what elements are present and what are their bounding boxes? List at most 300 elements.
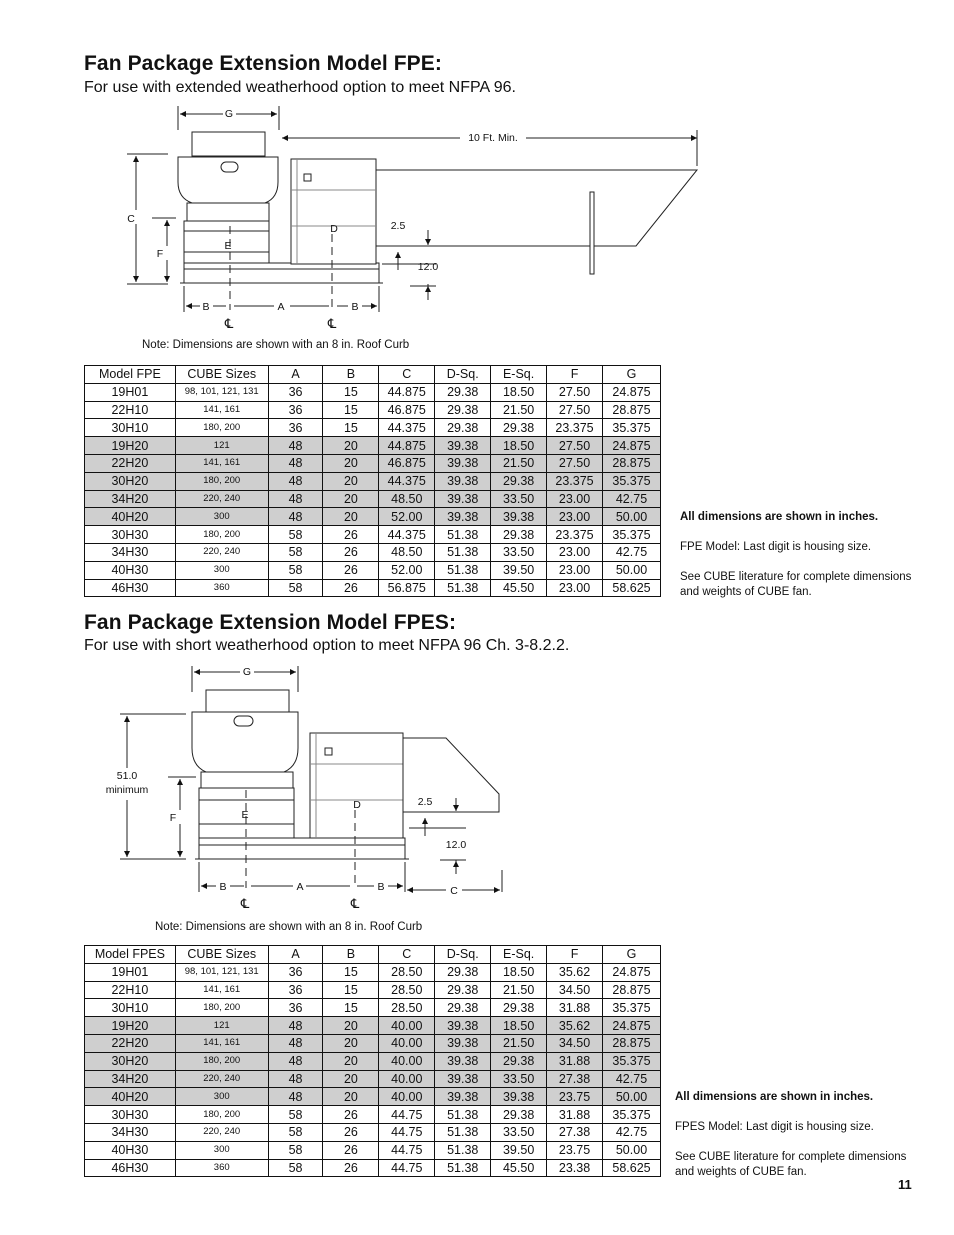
fpes-table-cell: 46H30 <box>85 1159 176 1177</box>
fpe-table-cell: 28.875 <box>603 454 661 472</box>
fpes-table-cell: 58.625 <box>603 1159 661 1177</box>
fpes-table-cell: 18.50 <box>491 1017 547 1035</box>
fpe-table-cell: 58 <box>268 543 323 561</box>
fpe-table-cell: 51.38 <box>435 543 491 561</box>
fpes-table-cell: 28.50 <box>379 999 435 1017</box>
fpes-table-cell: 35.375 <box>603 1106 661 1124</box>
fpe-table-cell: 36 <box>268 401 323 419</box>
fpe-table-cell: 98, 101, 121, 131 <box>175 383 268 401</box>
fpes-label-e: E <box>241 809 249 821</box>
fpe-table-cell: 44.375 <box>379 419 435 437</box>
fpes-table-cell: 48 <box>268 1017 323 1035</box>
fpes-table-cell: 48 <box>268 1070 323 1088</box>
fpe-table-row <box>85 543 661 561</box>
fpes-table-row <box>85 1159 661 1177</box>
fpes-table-cell: 98, 101, 121, 131 <box>175 963 268 981</box>
fpes-side-notes <box>675 1090 915 1180</box>
fpe-label-12: 12.0 <box>417 261 439 273</box>
fpe-table-cell: 23.375 <box>547 419 603 437</box>
fpe-header-g: G <box>603 366 661 384</box>
fpes-table-cell: 39.38 <box>491 1088 547 1106</box>
fpe-table-cell: 33.50 <box>491 490 547 508</box>
fpes-table-cell: 51.38 <box>435 1106 491 1124</box>
fpe-table-cell: 27.50 <box>547 383 603 401</box>
fpes-table-cell: 21.50 <box>491 1034 547 1052</box>
fpe-table-row <box>85 454 661 472</box>
fpe-table-cell: 20 <box>323 508 379 526</box>
fpe-table-cell: 44.875 <box>379 383 435 401</box>
fpes-table-cell: 44.75 <box>379 1159 435 1177</box>
fpes-table-cell: 28.50 <box>379 963 435 981</box>
fpe-table-cell: 34H20 <box>85 490 176 508</box>
fpes-header-d: D-Sq. <box>435 946 491 964</box>
fpes-table-cell: 30H20 <box>85 1052 176 1070</box>
fpes-table-cell: 44.75 <box>379 1141 435 1159</box>
fpe-table-cell: 58 <box>268 526 323 544</box>
fpe-table-cell: 51.38 <box>435 579 491 597</box>
fpes-table-cell: 18.50 <box>491 963 547 981</box>
fpes-table-cell: 141, 161 <box>175 1034 268 1052</box>
fpe-table-cell: 56.875 <box>379 579 435 597</box>
fpes-table-cell: 30H30 <box>85 1106 176 1124</box>
fpe-table-cell: 20 <box>323 472 379 490</box>
fpes-table-cell: 40.00 <box>379 1052 435 1070</box>
fpe-table-cell: 360 <box>175 579 268 597</box>
fpes-table-cell: 220, 240 <box>175 1123 268 1141</box>
fpes-table-cell: 180, 200 <box>175 1106 268 1124</box>
fpe-header-d: D-Sq. <box>435 366 491 384</box>
fpes-table-cell: 28.50 <box>379 981 435 999</box>
fpe-table-cell: 48 <box>268 472 323 490</box>
fpes-table-cell: 42.75 <box>603 1070 661 1088</box>
fpes-centerline-left: ℄ <box>240 896 250 911</box>
fpe-table-cell: 35.375 <box>603 472 661 490</box>
fpe-table-cell: 39.38 <box>435 490 491 508</box>
fpe-table-cell: 29.38 <box>435 401 491 419</box>
fpes-table-cell: 29.38 <box>491 999 547 1017</box>
fpes-table-cell: 26 <box>323 1123 379 1141</box>
fpe-table-cell: 220, 240 <box>175 543 268 561</box>
fpe-table-cell: 39.38 <box>435 454 491 472</box>
fpes-table-cell: 34H30 <box>85 1123 176 1141</box>
fpes-table-cell: 58 <box>268 1123 323 1141</box>
fpes-header-b: B <box>323 946 379 964</box>
fpes-table-cell: 48 <box>268 1088 323 1106</box>
fpe-header-f: F <box>547 366 603 384</box>
fpes-table-cell: 36 <box>268 981 323 999</box>
fpes-header-e: E-Sq. <box>491 946 547 964</box>
fpes-table-cell: 29.38 <box>435 999 491 1017</box>
fpe-table-cell: 29.38 <box>435 383 491 401</box>
fpes-table-cell: 33.50 <box>491 1070 547 1088</box>
fpes-diagram <box>0 660 954 920</box>
fpe-table-row <box>85 383 661 401</box>
fpes-table-row <box>85 1088 661 1106</box>
fpe-table-cell: 141, 161 <box>175 454 268 472</box>
fpes-table-cell: 39.38 <box>435 1052 491 1070</box>
fpe-label-c: C <box>127 213 135 225</box>
fpe-table-cell: 26 <box>323 579 379 597</box>
fpes-table-cell: 35.375 <box>603 1052 661 1070</box>
fpes-table-cell: 31.88 <box>547 1106 603 1124</box>
fpes-table-cell: 29.38 <box>435 963 491 981</box>
fpe-table-cell: 39.50 <box>491 561 547 579</box>
fpe-table-cell: 39.38 <box>435 472 491 490</box>
fpes-table-cell: 220, 240 <box>175 1070 268 1088</box>
fpes-side-note-model: FPES Model: Last digit is housing size. <box>675 1121 874 1133</box>
fpes-table-row <box>85 1070 661 1088</box>
fpes-table-cell: 180, 200 <box>175 999 268 1017</box>
fpes-table-cell: 44.75 <box>379 1106 435 1124</box>
fpe-side-note-model: FPE Model: Last digit is housing size. <box>680 541 872 553</box>
fpe-table-cell: 51.38 <box>435 526 491 544</box>
fpes-table-cell: 180, 200 <box>175 1052 268 1070</box>
fpe-table-cell: 30H20 <box>85 472 176 490</box>
page-number: 11 <box>898 1177 912 1192</box>
fpe-table-cell: 23.00 <box>547 508 603 526</box>
fpe-table-cell: 26 <box>323 526 379 544</box>
fpes-table-cell: 141, 161 <box>175 981 268 999</box>
fpe-label-f: F <box>156 248 164 260</box>
fpe-centerline-right: ℄ <box>327 316 337 331</box>
fpes-table-cell: 20 <box>323 1070 379 1088</box>
fpe-table-cell: 23.375 <box>547 526 603 544</box>
fpe-label-b-right: B <box>351 301 359 313</box>
fpe-table-cell: 44.875 <box>379 437 435 455</box>
fpe-table-cell: 36 <box>268 419 323 437</box>
fpes-label-min-word: minimum <box>105 784 149 796</box>
fpes-table-cell: 40.00 <box>379 1017 435 1035</box>
fpes-table-cell: 28.875 <box>603 981 661 999</box>
fpes-table-cell: 20 <box>323 1052 379 1070</box>
fpe-table-cell: 20 <box>323 437 379 455</box>
fpes-label-b-left: B <box>219 881 227 893</box>
fpe-label-d: D <box>330 223 338 235</box>
fpe-table-cell: 27.50 <box>547 454 603 472</box>
fpes-table-cell: 19H01 <box>85 963 176 981</box>
fpe-table-cell: 33.50 <box>491 543 547 561</box>
fpe-table-cell: 48 <box>268 490 323 508</box>
fpe-table-cell: 15 <box>323 383 379 401</box>
fpe-table-row <box>85 508 661 526</box>
fpe-table-cell: 20 <box>323 454 379 472</box>
fpes-table-cell: 300 <box>175 1141 268 1159</box>
fpe-table-cell: 29.38 <box>491 526 547 544</box>
fpe-table-cell: 22H20 <box>85 454 176 472</box>
fpes-label-a: A <box>296 881 304 893</box>
fpe-table-header <box>85 366 661 384</box>
fpe-table-cell: 18.50 <box>491 437 547 455</box>
fpe-table-cell: 30H30 <box>85 526 176 544</box>
fpe-table-cell: 27.50 <box>547 437 603 455</box>
fpe-note: Note: Dimensions are shown with an 8 in. Roof Curb <box>142 339 410 351</box>
fpes-table-cell: 45.50 <box>491 1159 547 1177</box>
fpe-table-cell: 46.875 <box>379 401 435 419</box>
fpe-table-cell: 58 <box>268 579 323 597</box>
fpe-table-cell: 141, 161 <box>175 401 268 419</box>
fpes-table-cell: 31.88 <box>547 1052 603 1070</box>
fpes-table-cell: 40.00 <box>379 1034 435 1052</box>
fpes-header-cube: CUBE Sizes <box>175 946 268 964</box>
fpes-label-min-value: 51.0 <box>116 770 138 782</box>
fpes-label-f: F <box>169 812 177 824</box>
fpe-header-c: C <box>379 366 435 384</box>
fpes-table-cell: 36 <box>268 963 323 981</box>
fpe-table-cell: 48.50 <box>379 490 435 508</box>
fpes-table-cell: 51.38 <box>435 1123 491 1141</box>
fpes-table <box>84 945 661 1177</box>
fpes-side-note-units: All dimensions are shown in inches. <box>675 1091 874 1103</box>
fpe-header-a: A <box>268 366 323 384</box>
fpe-table-row <box>85 419 661 437</box>
fpes-centerline-right: ℄ <box>350 896 360 911</box>
fpe-label-2-5: 2.5 <box>390 220 406 232</box>
fpes-table-cell: 30H10 <box>85 999 176 1017</box>
fpes-table-cell: 34.50 <box>547 981 603 999</box>
fpes-table-header <box>85 946 661 964</box>
fpes-table-cell: 15 <box>323 963 379 981</box>
fpe-table-cell: 58 <box>268 561 323 579</box>
fpes-table-cell: 34.50 <box>547 1034 603 1052</box>
fpes-table-cell: 27.38 <box>547 1123 603 1141</box>
fpes-table-cell: 15 <box>323 999 379 1017</box>
fpes-table-cell: 360 <box>175 1159 268 1177</box>
fpes-table-cell: 26 <box>323 1141 379 1159</box>
fpe-table-row <box>85 579 661 597</box>
fpe-table-row <box>85 437 661 455</box>
fpes-table-cell: 58 <box>268 1106 323 1124</box>
fpe-table-cell: 21.50 <box>491 454 547 472</box>
fpe-table-cell: 29.38 <box>435 419 491 437</box>
fpes-table-cell: 50.00 <box>603 1088 661 1106</box>
fpe-table-cell: 39.38 <box>435 437 491 455</box>
fpes-title: Fan Package Extension Model FPES: <box>84 611 457 634</box>
fpes-table-row <box>85 1106 661 1124</box>
fpes-table-cell: 19H20 <box>85 1017 176 1035</box>
fpe-table-cell: 39.38 <box>491 508 547 526</box>
fpe-table-cell: 52.00 <box>379 561 435 579</box>
fpe-table-cell: 24.875 <box>603 383 661 401</box>
fpe-table-cell: 34H30 <box>85 543 176 561</box>
fpe-table-cell: 15 <box>323 401 379 419</box>
fpes-table-row <box>85 999 661 1017</box>
fpe-table-cell: 48.50 <box>379 543 435 561</box>
fpe-table <box>84 365 661 597</box>
fpes-table-cell: 58 <box>268 1141 323 1159</box>
fpes-table-cell: 24.875 <box>603 1017 661 1035</box>
fpe-table-cell: 22H10 <box>85 401 176 419</box>
fpes-table-cell: 36 <box>268 999 323 1017</box>
fpe-table-cell: 18.50 <box>491 383 547 401</box>
fpes-header-f: F <box>547 946 603 964</box>
fpes-table-cell: 51.38 <box>435 1159 491 1177</box>
fpe-table-row <box>85 401 661 419</box>
fpes-table-row <box>85 963 661 981</box>
fpes-table-row <box>85 981 661 999</box>
fpes-table-cell: 121 <box>175 1017 268 1035</box>
fpes-table-cell: 40H20 <box>85 1088 176 1106</box>
fpe-table-cell: 26 <box>323 561 379 579</box>
fpes-label-2-5: 2.5 <box>417 796 433 808</box>
fpe-table-cell: 44.375 <box>379 526 435 544</box>
fpes-table-cell: 31.88 <box>547 999 603 1017</box>
fpe-table-cell: 21.50 <box>491 401 547 419</box>
fpe-table-cell: 46.875 <box>379 454 435 472</box>
fpe-header-model: Model FPE <box>85 366 176 384</box>
fpe-table-row <box>85 561 661 579</box>
fpes-table-cell: 39.38 <box>435 1034 491 1052</box>
fpe-table-cell: 220, 240 <box>175 490 268 508</box>
fpe-table-row <box>85 472 661 490</box>
fpe-table-cell: 50.00 <box>603 508 661 526</box>
fpes-table-cell: 39.38 <box>435 1017 491 1035</box>
fpe-table-cell: 180, 200 <box>175 526 268 544</box>
fpe-table-cell: 20 <box>323 490 379 508</box>
fpe-table-cell: 23.00 <box>547 579 603 597</box>
fpes-table-cell: 40.00 <box>379 1088 435 1106</box>
fpe-table-cell: 300 <box>175 561 268 579</box>
fpes-label-g: G <box>242 666 252 678</box>
fpes-subtitle: For use with short weatherhood option to meet NFPA 96 Ch. 3-8.2.2. <box>84 637 570 654</box>
fpes-table-cell: 44.75 <box>379 1123 435 1141</box>
fpes-table-cell: 23.38 <box>547 1159 603 1177</box>
fpes-table-row <box>85 1034 661 1052</box>
fpes-label-b-right: B <box>377 881 385 893</box>
fpe-table-cell: 27.50 <box>547 401 603 419</box>
fpe-header-cube: CUBE Sizes <box>175 366 268 384</box>
fpes-table-row <box>85 1123 661 1141</box>
fpe-table-cell: 121 <box>175 437 268 455</box>
fpes-table-cell: 35.62 <box>547 963 603 981</box>
fpes-table-cell: 23.75 <box>547 1141 603 1159</box>
fpes-table-cell: 48 <box>268 1052 323 1070</box>
fpes-table-cell: 39.38 <box>435 1070 491 1088</box>
fpe-table-cell: 40H30 <box>85 561 176 579</box>
fpe-header-e: E-Sq. <box>491 366 547 384</box>
fpes-table-cell: 33.50 <box>491 1123 547 1141</box>
fpe-table-cell: 42.75 <box>603 543 661 561</box>
fpe-table-cell: 58.625 <box>603 579 661 597</box>
fpe-table-cell: 39.38 <box>435 508 491 526</box>
fpes-table-cell: 39.50 <box>491 1141 547 1159</box>
fpes-table-cell: 27.38 <box>547 1070 603 1088</box>
fpes-table-cell: 24.875 <box>603 963 661 981</box>
fpes-table-cell: 51.38 <box>435 1141 491 1159</box>
fpe-table-cell: 48 <box>268 508 323 526</box>
fpes-table-cell: 58 <box>268 1159 323 1177</box>
fpe-label-10ft: 10 Ft. Min. <box>468 132 518 144</box>
fpes-label-d: D <box>353 799 361 811</box>
fpes-label-12: 12.0 <box>445 839 467 851</box>
fpes-table-cell: 20 <box>323 1034 379 1052</box>
fpes-header-model: Model FPES <box>85 946 176 964</box>
fpes-table-cell: 22H20 <box>85 1034 176 1052</box>
fpes-header-g: G <box>603 946 661 964</box>
fpe-subtitle: For use with extended weatherhood option to meet NFPA 96. <box>84 79 516 96</box>
fpe-table-cell: 28.875 <box>603 401 661 419</box>
fpe-table-row <box>85 526 661 544</box>
fpe-label-a: A <box>277 301 285 313</box>
fpes-table-cell: 40.00 <box>379 1070 435 1088</box>
fpe-table-cell: 40H20 <box>85 508 176 526</box>
fpes-table-cell: 50.00 <box>603 1141 661 1159</box>
fpes-table-cell: 34H20 <box>85 1070 176 1088</box>
fpe-table-cell: 19H20 <box>85 437 176 455</box>
fpe-header-b: B <box>323 366 379 384</box>
fpes-table-cell: 21.50 <box>491 981 547 999</box>
fpe-table-cell: 15 <box>323 419 379 437</box>
fpes-table-row <box>85 1017 661 1035</box>
fpes-label-c: C <box>450 885 458 897</box>
fpe-table-cell: 52.00 <box>379 508 435 526</box>
fpes-table-cell: 29.38 <box>435 981 491 999</box>
fpes-side-note-literature: See CUBE literature for complete dimensions and weights of CUBE fan. <box>675 1151 907 1178</box>
fpe-label-g: G <box>224 108 234 120</box>
fpes-table-cell: 26 <box>323 1159 379 1177</box>
fpe-table-cell: 23.00 <box>547 543 603 561</box>
fpe-table-cell: 24.875 <box>603 437 661 455</box>
fpe-side-note-literature: See CUBE literature for complete dimensions and weights of CUBE fan. <box>680 571 912 598</box>
fpes-table-cell: 15 <box>323 981 379 999</box>
fpe-table-cell: 300 <box>175 508 268 526</box>
fpes-table-cell: 35.62 <box>547 1017 603 1035</box>
fpe-table-cell: 29.38 <box>491 419 547 437</box>
fpes-table-cell: 22H10 <box>85 981 176 999</box>
fpes-table-cell: 35.375 <box>603 999 661 1017</box>
fpe-table-cell: 23.375 <box>547 472 603 490</box>
fpe-side-note-units: All dimensions are shown in inches. <box>680 511 879 523</box>
fpe-table-cell: 35.375 <box>603 419 661 437</box>
fpe-table-cell: 42.75 <box>603 490 661 508</box>
fpe-label-e: E <box>224 240 232 252</box>
fpe-table-cell: 45.50 <box>491 579 547 597</box>
fpes-table-cell: 20 <box>323 1088 379 1106</box>
fpe-table-cell: 48 <box>268 454 323 472</box>
fpe-table-cell: 26 <box>323 543 379 561</box>
fpe-table-cell: 35.375 <box>603 526 661 544</box>
fpes-header-c: C <box>379 946 435 964</box>
fpes-table-cell: 42.75 <box>603 1123 661 1141</box>
fpes-table-cell: 48 <box>268 1034 323 1052</box>
fpes-table-cell: 23.75 <box>547 1088 603 1106</box>
fpes-table-cell: 20 <box>323 1017 379 1035</box>
fpe-table-cell: 44.375 <box>379 472 435 490</box>
fpe-table-cell: 48 <box>268 437 323 455</box>
fpe-table-cell: 19H01 <box>85 383 176 401</box>
fpe-table-cell: 36 <box>268 383 323 401</box>
fpes-table-cell: 39.38 <box>435 1088 491 1106</box>
fpes-note: Note: Dimensions are shown with an 8 in. Roof Curb <box>155 921 423 933</box>
fpes-table-row <box>85 1052 661 1070</box>
fpe-table-cell: 30H10 <box>85 419 176 437</box>
fpes-table-cell: 300 <box>175 1088 268 1106</box>
fpe-centerline-left: ℄ <box>224 316 234 331</box>
fpe-table-cell: 29.38 <box>491 472 547 490</box>
fpe-side-notes <box>680 510 920 600</box>
fpe-table-cell: 180, 200 <box>175 472 268 490</box>
fpe-label-b-left: B <box>202 301 210 313</box>
fpes-table-cell: 29.38 <box>491 1052 547 1070</box>
fpes-table-cell: 26 <box>323 1106 379 1124</box>
fpe-title: Fan Package Extension Model FPE: <box>84 52 442 75</box>
fpes-header-a: A <box>268 946 323 964</box>
fpe-table-cell: 46H30 <box>85 579 176 597</box>
fpe-table-row <box>85 490 661 508</box>
fpe-table-cell: 50.00 <box>603 561 661 579</box>
fpes-table-cell: 40H30 <box>85 1141 176 1159</box>
fpe-table-cell: 180, 200 <box>175 419 268 437</box>
fpe-diagram <box>0 100 954 360</box>
